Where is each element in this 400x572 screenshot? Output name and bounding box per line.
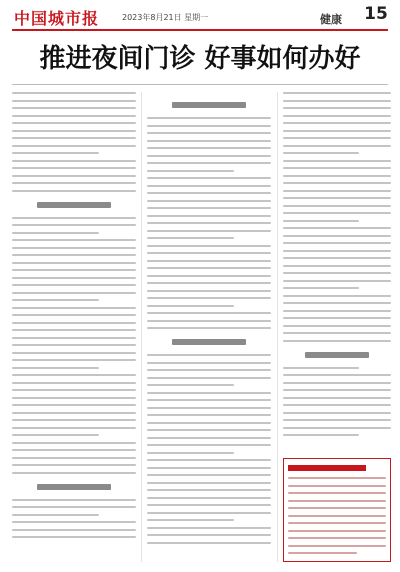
text-line-placeholder (283, 130, 391, 132)
text-line-placeholder (283, 367, 359, 369)
text-line-placeholder (283, 295, 391, 297)
text-line-placeholder (12, 322, 136, 324)
text-line-placeholder (283, 419, 391, 421)
text-line-placeholder (12, 92, 136, 94)
column-divider (141, 92, 142, 562)
text-line-placeholder (147, 222, 271, 224)
text-line-placeholder (12, 499, 136, 501)
subheading-placeholder (12, 482, 136, 492)
sidebar-title (288, 465, 366, 471)
text-line-placeholder (12, 190, 136, 192)
text-line-placeholder (147, 312, 271, 314)
text-line-placeholder (283, 182, 391, 184)
text-line-placeholder (283, 160, 391, 162)
text-line-placeholder (12, 419, 136, 421)
text-line-placeholder (12, 130, 136, 132)
text-line-placeholder (147, 519, 234, 521)
text-line-placeholder (12, 442, 136, 444)
text-line-placeholder (12, 404, 136, 406)
page-number: 15 (364, 4, 388, 24)
text-line-placeholder (147, 414, 271, 416)
text-line-placeholder (12, 182, 136, 184)
text-line-placeholder (147, 162, 271, 164)
text-line-placeholder (283, 137, 391, 139)
text-line-placeholder (12, 464, 136, 466)
text-line-placeholder (12, 217, 136, 219)
masthead-rule (12, 29, 388, 31)
text-line-placeholder (283, 190, 391, 192)
body-column-1 (12, 92, 136, 544)
text-line-placeholder (12, 137, 136, 139)
text-line-placeholder (283, 250, 391, 252)
subheading-placeholder (147, 337, 271, 347)
text-line-placeholder (147, 290, 271, 292)
text-line-placeholder (147, 305, 234, 307)
text-line-placeholder (147, 320, 271, 322)
text-line-placeholder (147, 429, 271, 431)
text-line-placeholder (283, 332, 391, 334)
text-line-placeholder (12, 412, 136, 414)
text-line-placeholder (283, 272, 391, 274)
text-line-placeholder (147, 192, 271, 194)
text-line-placeholder (283, 427, 391, 429)
text-line-placeholder (12, 307, 136, 309)
text-line-placeholder (283, 235, 391, 237)
text-line-placeholder (283, 145, 391, 147)
text-line-placeholder (12, 514, 99, 516)
text-line-placeholder (12, 160, 136, 162)
text-line-placeholder (147, 392, 271, 394)
body-column-2 (147, 92, 271, 549)
column-divider (277, 92, 278, 562)
text-line-placeholder (283, 265, 391, 267)
text-line-placeholder (147, 215, 271, 217)
text-line-placeholder (147, 245, 271, 247)
text-line-placeholder (283, 280, 391, 282)
text-line-placeholder (147, 482, 271, 484)
text-line-placeholder (283, 325, 391, 327)
text-line-placeholder (12, 472, 136, 474)
text-line-placeholder (12, 434, 99, 436)
text-line-placeholder (147, 362, 271, 364)
text-line-placeholder (147, 399, 271, 401)
text-line-placeholder (283, 412, 391, 414)
text-line-placeholder (147, 297, 271, 299)
text-line-placeholder (147, 437, 271, 439)
text-line-placeholder (147, 275, 271, 277)
text-line-placeholder (147, 354, 271, 356)
text-line-placeholder (12, 239, 136, 241)
sidebar-box (283, 458, 391, 562)
text-line-placeholder (147, 407, 271, 409)
text-line-placeholder (12, 367, 99, 369)
text-line-placeholder (147, 260, 271, 262)
text-line-placeholder (12, 382, 136, 384)
text-line-placeholder (12, 457, 136, 459)
text-line-placeholder (283, 205, 391, 207)
headline-rule (12, 84, 388, 85)
text-line-placeholder (12, 329, 136, 331)
text-line-placeholder (147, 327, 271, 329)
text-line-placeholder (12, 152, 99, 154)
text-line-placeholder (147, 267, 271, 269)
text-line-placeholder (147, 170, 234, 172)
text-line-placeholder (12, 337, 136, 339)
text-line-placeholder (283, 220, 359, 222)
text-line-placeholder (12, 284, 136, 286)
text-line-placeholder (283, 92, 391, 94)
text-line-placeholder (147, 542, 271, 544)
text-line-placeholder (283, 382, 391, 384)
text-line-placeholder (147, 252, 271, 254)
text-line-placeholder (283, 107, 391, 109)
text-line-placeholder (12, 175, 136, 177)
text-line-placeholder (283, 404, 391, 406)
text-line-placeholder (12, 100, 136, 102)
text-line-placeholder (283, 310, 391, 312)
text-line-placeholder (283, 167, 391, 169)
text-line-placeholder (12, 247, 136, 249)
text-line-placeholder (12, 254, 136, 256)
text-line-placeholder (12, 269, 136, 271)
text-line-placeholder (283, 100, 391, 102)
text-line-placeholder (283, 227, 391, 229)
text-line-placeholder (12, 506, 136, 508)
text-line-placeholder (283, 317, 391, 319)
text-line-placeholder (283, 257, 391, 259)
text-line-placeholder (147, 467, 271, 469)
text-line-placeholder (283, 242, 391, 244)
text-line-placeholder (283, 152, 359, 154)
text-line-placeholder (283, 374, 391, 376)
text-line-placeholder (283, 434, 359, 436)
text-line-placeholder (12, 224, 136, 226)
text-line-placeholder (147, 177, 271, 179)
text-line-placeholder (12, 314, 136, 316)
text-line-placeholder (147, 237, 234, 239)
text-line-placeholder (147, 444, 271, 446)
text-line-placeholder (12, 521, 136, 523)
text-line-placeholder (147, 527, 271, 529)
text-line-placeholder (147, 185, 271, 187)
text-line-placeholder (12, 427, 136, 429)
text-line-placeholder (147, 489, 271, 491)
text-line-placeholder (12, 277, 136, 279)
text-line-placeholder (12, 122, 136, 124)
text-line-placeholder (12, 262, 136, 264)
text-line-placeholder (147, 147, 271, 149)
text-line-placeholder (147, 282, 271, 284)
text-line-placeholder (147, 512, 271, 514)
text-line-placeholder (12, 145, 136, 147)
text-line-placeholder (12, 449, 136, 451)
text-line-placeholder (12, 299, 99, 301)
text-line-placeholder (283, 389, 391, 391)
text-line-placeholder (147, 452, 234, 454)
text-line-placeholder (12, 397, 136, 399)
text-line-placeholder (147, 534, 271, 536)
text-line-placeholder (12, 374, 136, 376)
text-line-placeholder (283, 212, 391, 214)
text-line-placeholder (147, 459, 271, 461)
text-line-placeholder (12, 292, 136, 294)
text-line-placeholder (147, 230, 271, 232)
section-name: 健康 (320, 13, 342, 26)
text-line-placeholder (12, 115, 136, 117)
text-line-placeholder (283, 115, 391, 117)
text-line-placeholder (147, 377, 271, 379)
text-line-placeholder (283, 197, 391, 199)
text-line-placeholder (283, 397, 391, 399)
text-line-placeholder (12, 529, 136, 531)
text-line-placeholder (147, 474, 271, 476)
text-line-placeholder (147, 504, 271, 506)
text-line-placeholder (147, 117, 271, 119)
text-line-placeholder (147, 200, 271, 202)
text-line-placeholder (147, 140, 271, 142)
text-line-placeholder (12, 107, 136, 109)
text-line-placeholder (147, 384, 234, 386)
text-line-placeholder (147, 369, 271, 371)
text-line-placeholder (12, 359, 136, 361)
text-line-placeholder (12, 167, 136, 169)
article-headline: 推进夜间门诊 好事如何办好 (39, 44, 361, 74)
masthead-logo: 中国城市报 (14, 9, 100, 28)
text-line-placeholder (147, 125, 271, 127)
text-line-placeholder (12, 352, 136, 354)
body-column-3 (283, 92, 391, 442)
text-line-placeholder (283, 302, 391, 304)
text-line-placeholder (283, 340, 391, 342)
text-line-placeholder (147, 155, 271, 157)
text-line-placeholder (12, 536, 136, 538)
text-line-placeholder (147, 497, 271, 499)
text-line-placeholder (147, 422, 271, 424)
text-line-placeholder (12, 389, 136, 391)
subheading-placeholder (147, 100, 271, 110)
subheading-placeholder (283, 350, 391, 360)
text-line-placeholder (147, 207, 271, 209)
text-line-placeholder (283, 122, 391, 124)
text-line-placeholder (283, 287, 359, 289)
subheading-placeholder (12, 200, 136, 210)
text-line-placeholder (283, 175, 391, 177)
text-line-placeholder (12, 344, 136, 346)
issue-date: 2023年8月21日 星期一 (122, 13, 209, 22)
text-line-placeholder (147, 132, 271, 134)
text-line-placeholder (12, 232, 99, 234)
